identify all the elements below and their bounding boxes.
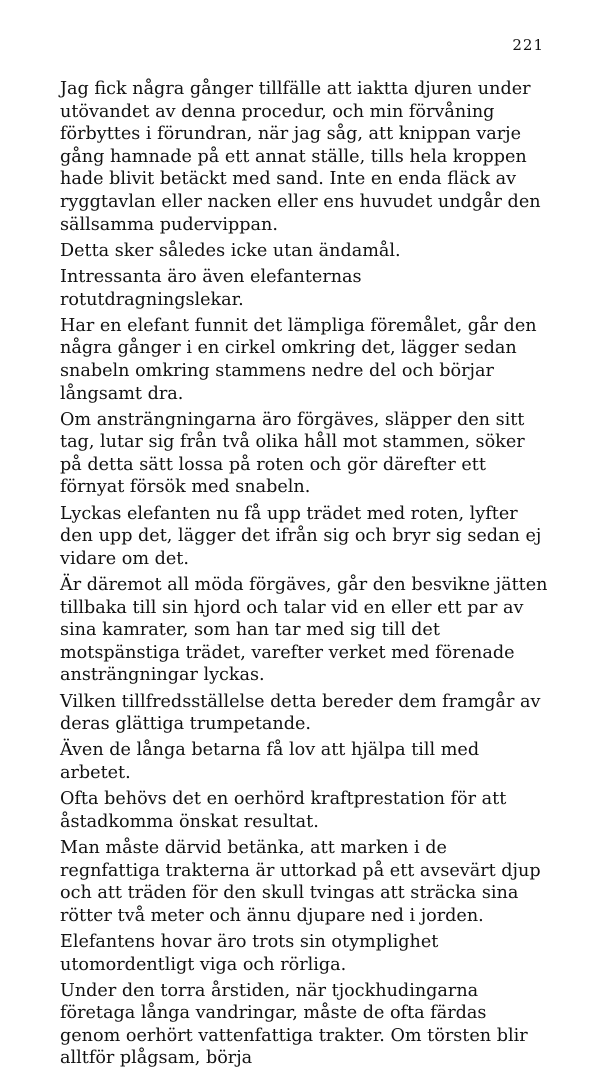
- paragraph: Detta sker således icke utan ändamål.: [60, 240, 401, 261]
- paragraph: Intressanta äro även elefanternas rotutdragningslekar.: [60, 266, 362, 310]
- paragraph: Jag fick några gånger tillfälle att iaktta djuren under utövandet av denna procedur, och min förvåning förbyttes i förundran, när jag såg, att knippan varje gång hamnade på ett annat ställe, tills hela kroppen hade blivit betäckt med sand. Inte en enda fläck av ryggtavlan eller nacken eller ens huvudet undgår den sällsamma pudervippan.: [60, 79, 541, 235]
- paragraph: Vilken tillfredsställelse detta bereder dem framgår av deras glättiga trumpetande.: [60, 691, 541, 735]
- paragraph: Man måste därvid betänka, att marken i de regnfattiga trakterna är uttorkad på ett avsevärt djup och att träden för den skull tvingas att sträcka sina rötter två meter och ännu djupare ned i jorden.: [60, 837, 541, 926]
- paragraph: Lyckas elefanten nu få upp trädet med roten, lyfter den upp det, lägger det ifrån sig och bryr sig sedan ej vidare om det.: [60, 503, 542, 569]
- paragraph: Under den torra årstiden, när tjockhudingarna företaga långa vandringar, måste de ofta färdas genom oerhört vattenfattiga trakter. Om törsten blir alltför plågsam, börja: [60, 980, 528, 1069]
- paragraph: Har en elefant funnit det lämpliga föremålet, går den några gånger i en cirkel omkring det, lägger sedan snabeln omkring stammens nedre del och börjar långsamt dra.: [60, 315, 537, 404]
- paragraph: Även de långa betarna få lov att hjälpa till med arbetet.: [60, 740, 480, 783]
- paragraph: Ofta behövs det en oerhörd kraftprestation för att åstadkomma önskat resultat.: [60, 789, 507, 832]
- page-number: 221: [512, 36, 544, 54]
- paragraph: Elefantens hovar äro trots sin otymplighet utomordentligt viga och rörliga.: [60, 931, 439, 975]
- paragraph: Om ansträngningarna äro förgäves, släpper den sitt tag, lutar sig från två olika håll mot stammen, söker på detta sätt lossa på roten och gör därefter ett förnyat försök med snabeln.: [60, 409, 525, 498]
- body-text: [60, 78, 548, 1074]
- paragraph: Är däremot all möda förgäves, går den besvikne jätten tillbaka till sin hjord och talar vid en eller ett par av sina kamrater, som han tar med sig till det motspänstiga trädet, varefter verket med förenade ansträngningar lyckas.: [60, 575, 548, 686]
